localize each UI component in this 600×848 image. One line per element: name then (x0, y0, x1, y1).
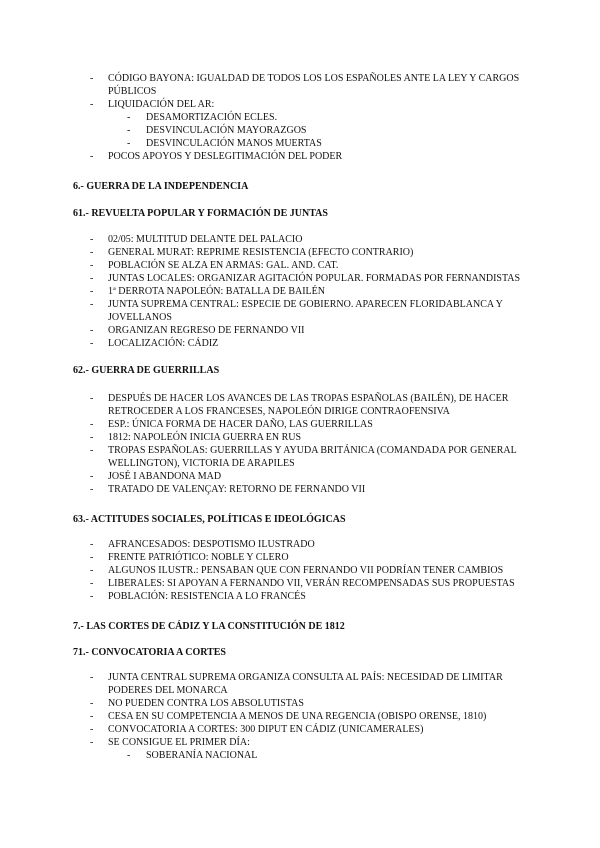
list-item (0, 418, 600, 431)
bullet-dash: - (90, 552, 94, 563)
bullet-dash: - (90, 73, 94, 84)
list-item (0, 298, 600, 324)
list-item-text: POCOS APOYOS Y DESLEGITIMACIÓN DEL PODER (108, 151, 343, 162)
list-item-text: JUNTAS LOCALES: ORGANIZAR AGITACIÓN POPULAR. FORMADAS POR FERNANDISTAS (108, 273, 521, 284)
list-item-text: JUNTA CENTRAL SUPREMA ORGANIZA CONSULTA AL PAÍS: NECESIDAD DE LIMITAR PODERES DEL MONARCA (108, 672, 503, 696)
heading-section-63: 63.- ACTITUDES SOCIALES, POLÍTICAS E IDEOLÓGICAS (73, 514, 346, 525)
list-item (0, 111, 600, 124)
list-item (0, 431, 600, 444)
heading-section-71: 71.- CONVOCATORIA A CORTES (73, 647, 226, 658)
list-item (0, 72, 600, 98)
list-item-text: TRATADO DE VALENÇAY: RETORNO DE FERNANDO VII (108, 484, 366, 495)
bullet-dash: - (90, 325, 94, 336)
heading-section-7: 7.- LAS CORTES DE CÁDIZ Y LA CONSTITUCIÓN DE 1812 (73, 621, 345, 632)
list-item (0, 98, 600, 111)
bullet-dash: - (127, 750, 131, 761)
bullet-dash: - (90, 591, 94, 602)
bullet-dash: - (90, 578, 94, 589)
list-item-text: POBLACIÓN: RESISTENCIA A LO FRANCÉS (108, 591, 306, 602)
list-item-text: CÓDIGO BAYONA: IGUALDAD DE TODOS LOS LOS ESPAÑOLES ANTE LA LEY Y CARGOS PÚBLICOS (108, 73, 520, 97)
bullet-dash: - (90, 260, 94, 271)
list-item-text: NO PUEDEN CONTRA LOS ABSOLUTISTAS (108, 698, 304, 709)
list-item (0, 564, 600, 577)
bullet-dash: - (90, 565, 94, 576)
list-item-text: FRENTE PATRIÓTICO: NOBLE Y CLERO (108, 552, 289, 563)
list-item-text: LIBERALES: SI APOYAN A FERNANDO VII, VERÁN RECOMPENSADAS SUS PROPUESTAS (108, 578, 515, 589)
list-item (0, 246, 600, 259)
bullet-dash: - (90, 432, 94, 443)
list-item-text: DESVINCULACIÓN MANOS MUERTAS (146, 138, 322, 149)
bullet-dash: - (90, 393, 94, 404)
list-item (0, 749, 600, 762)
list-item (0, 285, 600, 298)
heading-section-61: 61.- REVUELTA POPULAR Y FORMACIÓN DE JUNTAS (73, 208, 328, 219)
bullet-dash: - (127, 112, 131, 123)
list-item (0, 392, 600, 418)
bullet-dash: - (90, 247, 94, 258)
list-item-text: SE CONSIGUE EL PRIMER DÍA: (108, 737, 250, 748)
bullet-list-62 (0, 392, 600, 496)
list-item-text: ORGANIZAN REGRESO DE FERNANDO VII (108, 325, 305, 336)
list-item-text: 1812: NAPOLEÓN INICIA GUERRA EN RUS (108, 432, 302, 443)
bullet-dash: - (90, 445, 94, 456)
list-item-text: JOSÉ I ABANDONA MAD (108, 471, 222, 482)
heading-section-6: 6.- GUERRA DE LA INDEPENDENCIA (73, 181, 249, 192)
bullet-list-71 (0, 671, 600, 762)
list-item (0, 697, 600, 710)
bullet-list-intro (0, 72, 600, 163)
bullet-dash: - (127, 138, 131, 149)
list-item (0, 470, 600, 483)
bullet-dash: - (90, 724, 94, 735)
bullet-dash: - (127, 125, 131, 136)
list-item (0, 150, 600, 163)
list-item-text: POBLACIÓN SE ALZA EN ARMAS: GAL. AND. CAT. (108, 260, 339, 271)
list-item-text: DESAMORTIZACIÓN ECLES. (146, 112, 278, 123)
bullet-dash: - (90, 484, 94, 495)
list-item (0, 736, 600, 749)
list-item-text: LOCALIZACIÓN: CÁDIZ (108, 338, 219, 349)
list-item (0, 124, 600, 137)
bullet-dash: - (90, 273, 94, 284)
bullet-list-61 (0, 233, 600, 350)
list-item (0, 444, 600, 470)
bullet-dash: - (90, 99, 94, 110)
bullet-dash: - (90, 286, 94, 297)
bullet-dash: - (90, 338, 94, 349)
bullet-dash: - (90, 672, 94, 683)
list-item-text: GENERAL MURAT: REPRIME RESISTENCIA (EFECTO CONTRARIO) (108, 247, 414, 258)
list-item (0, 671, 600, 697)
list-item-text: 02/05: MULTITUD DELANTE DEL PALACIO (108, 234, 303, 245)
bullet-dash: - (90, 299, 94, 310)
list-item-text: ESP.: ÚNICA FORMA DE HACER DAÑO, LAS GUERRILLAS (108, 419, 373, 430)
list-item-text: ALGUNOS ILUSTR.: PENSABAN QUE CON FERNANDO VII PODRÍAN TENER CAMBIOS (108, 565, 504, 576)
bullet-dash: - (90, 471, 94, 482)
list-item (0, 324, 600, 337)
list-item (0, 723, 600, 736)
list-item (0, 259, 600, 272)
list-item (0, 233, 600, 246)
bullet-dash: - (90, 698, 94, 709)
list-item (0, 590, 600, 603)
bullet-list-63 (0, 538, 600, 603)
list-item-text: JUNTA SUPREMA CENTRAL: ESPECIE DE GOBIERNO. APARECEN FLORIDABLANCA Y JOVELLANOS (108, 299, 503, 323)
list-item-text: SOBERANÍA NACIONAL (146, 750, 258, 761)
bullet-dash: - (90, 711, 94, 722)
list-item (0, 551, 600, 564)
list-item-text: DESPUÉS DE HACER LOS AVANCES DE LAS TROPAS ESPAÑOLAS (BAILÉN), DE HACER RETROCEDER A LOS FRANCESES, NAPOLEÓN DIRIGE CONTRAOFENSIVA (108, 393, 509, 417)
list-item-text: CESA EN SU COMPETENCIA A MENOS DE UNA REGENCIA (OBISPO ORENSE, 1810) (108, 711, 487, 722)
list-item-text: CONVOCATORIA A CORTES: 300 DIPUT EN CÁDIZ (UNICAMERALES) (108, 724, 424, 735)
list-item (0, 710, 600, 723)
list-item-text: TROPAS ESPAÑOLAS: GUERRILLAS Y AYUDA BRITÁNICA (COMANDADA POR GENERAL WELLINGTON), VICTORIA DE ARAPILES (108, 445, 517, 469)
list-item (0, 337, 600, 350)
bullet-dash: - (90, 234, 94, 245)
list-item-text: DESVINCULACIÓN MAYORAZGOS (146, 125, 307, 136)
bullet-dash: - (90, 539, 94, 550)
list-item (0, 577, 600, 590)
list-item-text: LIQUIDACIÓN DEL AR: (108, 99, 215, 110)
bullet-dash: - (90, 419, 94, 430)
list-item-text: AFRANCESADOS: DESPOTISMO ILUSTRADO (108, 539, 315, 550)
bullet-dash: - (90, 737, 94, 748)
list-item (0, 137, 600, 150)
heading-section-62: 62.- GUERRA DE GUERRILLAS (73, 365, 220, 376)
bullet-dash: - (90, 151, 94, 162)
list-item-text: 1ª DERROTA NAPOLEÓN: BATALLA DE BAILÉN (108, 286, 325, 297)
list-item (0, 272, 600, 285)
list-item (0, 538, 600, 551)
list-item (0, 483, 600, 496)
